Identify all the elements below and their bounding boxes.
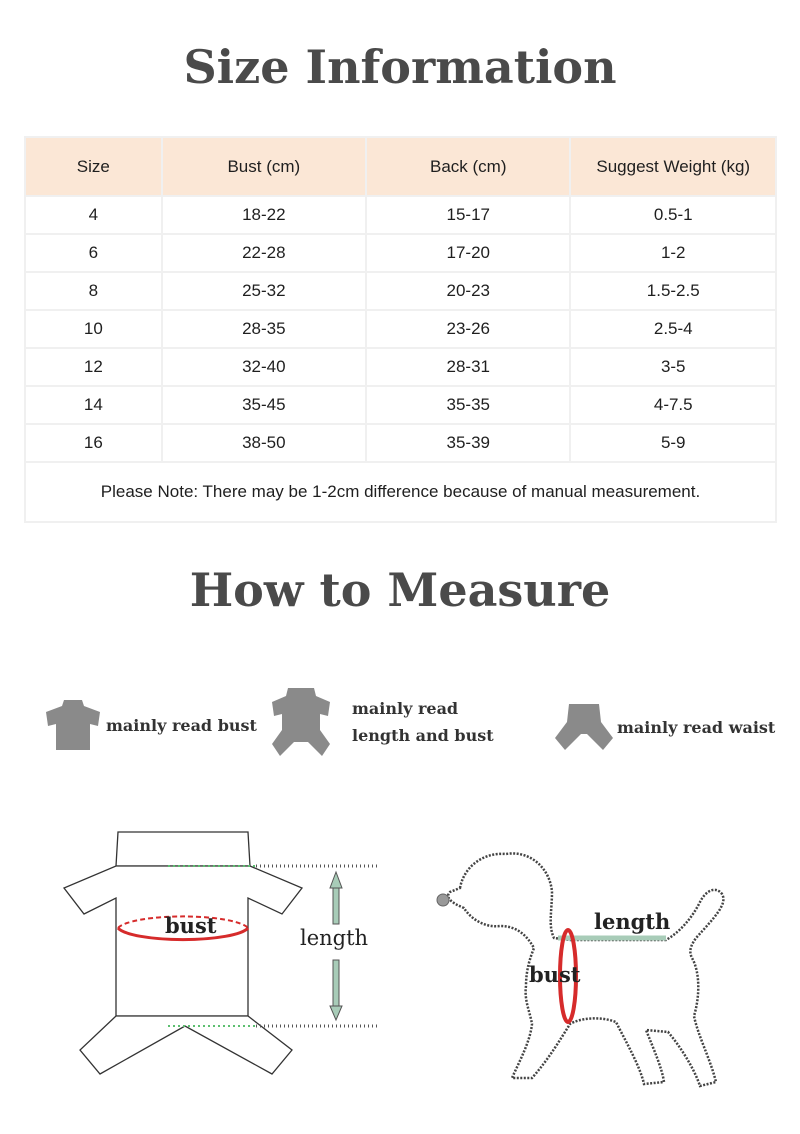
header-weight: Suggest Weight (kg) (571, 138, 775, 195)
cell-back: 28-31 (367, 349, 569, 385)
dog-outline (448, 853, 723, 1086)
cell-back: 20-23 (367, 273, 569, 309)
header-back: Back (cm) (367, 138, 569, 195)
garment-diagram (60, 828, 395, 1078)
cell-bust: 18-22 (163, 197, 365, 233)
table-row (26, 235, 775, 271)
legend-waist (553, 702, 775, 752)
cell-bust: 35-45 (163, 387, 365, 423)
cell-size: 4 (26, 197, 161, 233)
cell-weight: 5-9 (571, 425, 775, 461)
legend-bust (44, 696, 257, 754)
garment-length-label: length (300, 926, 369, 950)
cell-bust: 22-28 (163, 235, 365, 271)
cell-bust: 38-50 (163, 425, 365, 461)
cell-bust: 28-35 (163, 311, 365, 347)
how-to-title: How to Measure (189, 563, 611, 617)
cell-back: 35-35 (367, 387, 569, 423)
legend-length-bust-line2: length and bust (352, 726, 494, 745)
cell-weight: 1.5-2.5 (571, 273, 775, 309)
cell-back: 23-26 (367, 311, 569, 347)
garment-collar (116, 832, 250, 866)
cell-bust: 32-40 (163, 349, 365, 385)
cell-size: 16 (26, 425, 161, 461)
table-row (26, 425, 775, 461)
cell-weight: 3-5 (571, 349, 775, 385)
table-header-row (26, 138, 775, 195)
header-bust: Bust (cm) (163, 138, 365, 195)
legend-waist-text: mainly read waist (617, 717, 776, 737)
cell-back: 15-17 (367, 197, 569, 233)
note-row (26, 463, 775, 521)
pants-icon (553, 702, 615, 752)
cell-back: 17-20 (367, 235, 569, 271)
cell-size: 8 (26, 273, 161, 309)
cell-size: 6 (26, 235, 161, 271)
dog-nose-icon (437, 894, 449, 906)
cell-weight: 4-7.5 (571, 387, 775, 423)
shirt-icon (44, 696, 102, 754)
cell-size: 12 (26, 349, 161, 385)
size-info-title: Size Information (183, 40, 617, 94)
legend-bust-text: mainly read bust (106, 715, 257, 735)
legend-length-bust-line1: mainly read (352, 699, 459, 718)
table-row (26, 311, 775, 347)
size-table (24, 136, 777, 523)
legend-length-bust (270, 686, 494, 758)
header-size: Size (26, 138, 161, 195)
table-row (26, 273, 775, 309)
jumpsuit-icon (270, 686, 332, 758)
cell-weight: 0.5-1 (571, 197, 775, 233)
cell-back: 35-39 (367, 425, 569, 461)
cell-size: 10 (26, 311, 161, 347)
measurement-note: Please Note: There may be 1-2cm difference because of manual measurement. (26, 463, 775, 521)
dog-length-label: length (594, 909, 671, 934)
dog-bust-label: bust (529, 962, 581, 987)
table-row (26, 349, 775, 385)
cell-weight: 2.5-4 (571, 311, 775, 347)
cell-weight: 1-2 (571, 235, 775, 271)
dog-diagram (430, 846, 770, 1096)
garment-bust-label: bust (165, 913, 217, 938)
table-row (26, 197, 775, 233)
cell-bust: 25-32 (163, 273, 365, 309)
table-row (26, 387, 775, 423)
cell-size: 14 (26, 387, 161, 423)
